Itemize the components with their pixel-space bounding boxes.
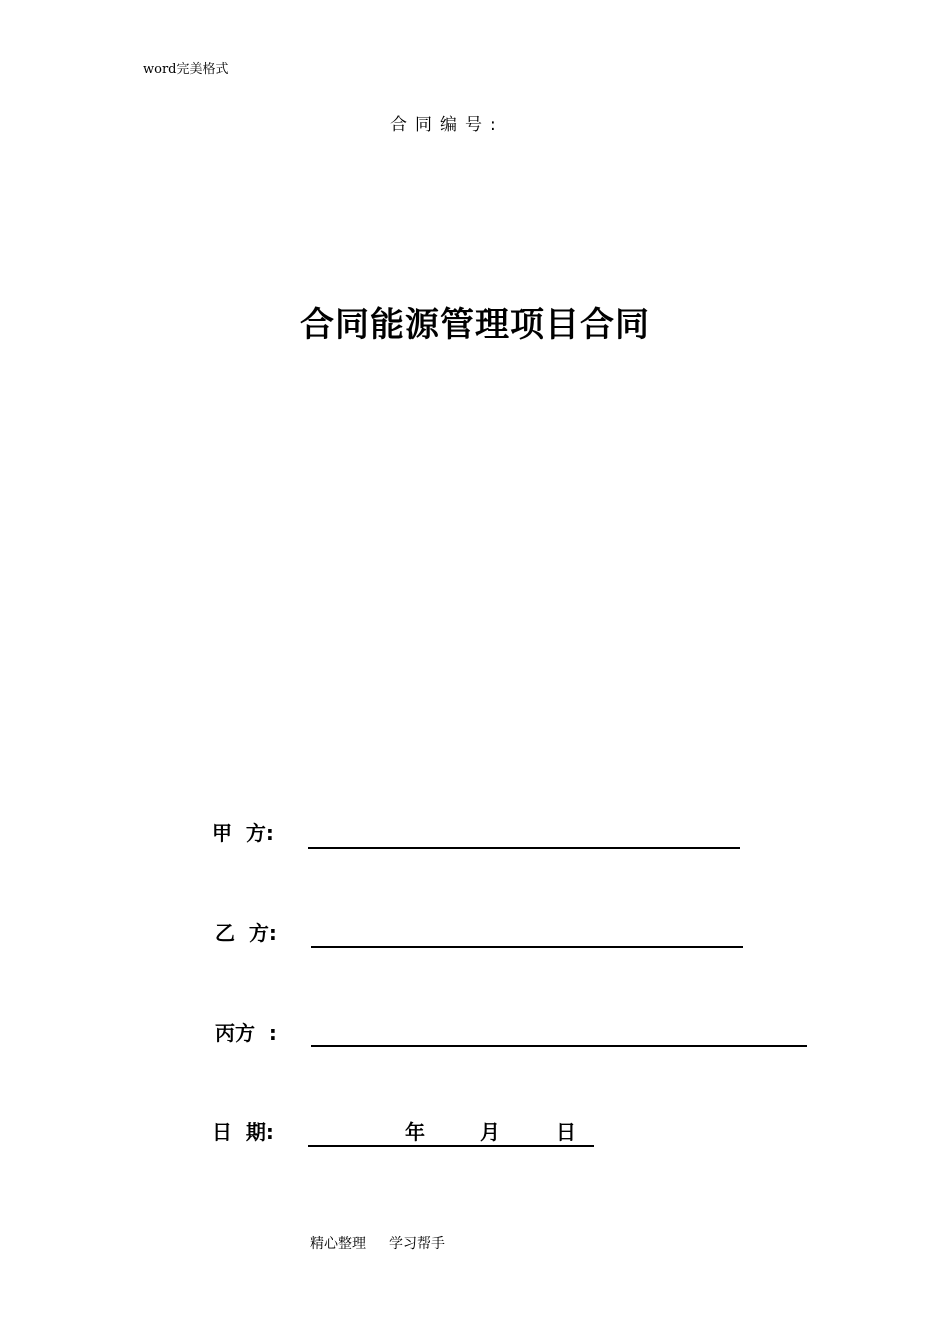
footer-left-text: 精心整理 [310,1236,366,1252]
party-a-signature-line [308,847,740,849]
party-b-signature-line [311,946,743,948]
date-label: 日 期: [212,1120,274,1144]
party-c-signature-line [311,1045,807,1047]
page-title: 合同能源管理项目合同 [300,305,650,345]
contract-number-label: 合同编号: [390,115,504,135]
header-label: word完美格式 [143,62,229,77]
date-signature-line [308,1145,594,1147]
date-year-label: 年 [405,1120,425,1144]
date-day-label: 日 [556,1120,576,1144]
party-c-label: 丙方 : [215,1021,277,1045]
party-b-label: 乙 方: [215,921,277,945]
date-month-label: 月 [480,1120,500,1144]
party-a-label: 甲 方: [212,821,274,845]
footer-right-text: 学习帮手 [389,1236,445,1252]
